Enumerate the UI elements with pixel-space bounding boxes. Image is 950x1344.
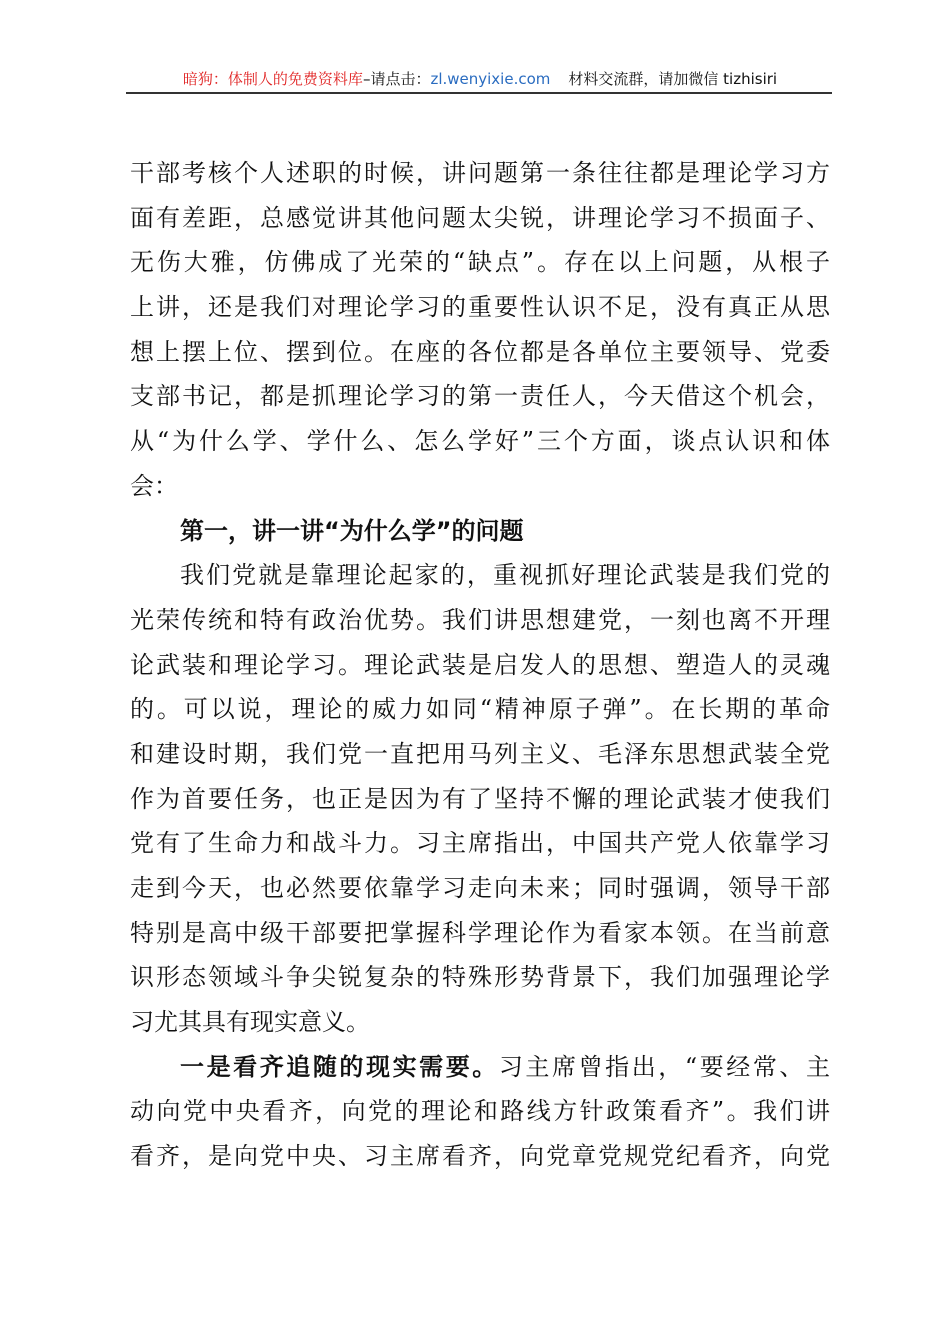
text-line: 我们党就是靠理论起家的，重视抓好理论武装是我们党的 (180, 561, 830, 590)
text-line: 党有了生命力和战斗力。习主席指出，中国共产党人依靠学习 (130, 829, 830, 858)
page-header (128, 68, 832, 89)
text-line: 动向党中央看齐，向党的理论和路线方针政策看齐”。我们讲 (130, 1097, 830, 1126)
text-line: 干部考核个人述职的时候，讲问题第一条往往都是理论学习方 (130, 159, 830, 187)
text-line: 和建设时期，我们党一直把用马列主义、毛泽东思想武装全党 (130, 739, 830, 768)
header-wechat-note: 材料交流群，请加微信 tizhisiri (568, 70, 778, 88)
text-line: 论武装和理论学习。理论武装是启发人的思想、塑造人的灵魂 (130, 650, 830, 679)
text-line: 走到今天，也必然要依靠学习走向未来；同时强调，领导干部 (130, 874, 830, 902)
text-line: 作为首要任务，也正是因为有了坚持不懈的理论武装才使我们 (130, 784, 830, 813)
text-line: 特别是高中级干部要把掌握科学理论作为看家本领。在当前意 (130, 918, 830, 947)
section-heading: 第一，讲一讲“为什么学”的问题 (180, 516, 524, 545)
text-line: 看齐，是向党中央、习主席看齐，向党章党规党纪看齐，向党 (130, 1142, 830, 1171)
text-line: 光荣传统和特有政治优势。我们讲思想建党，一刻也离不开理 (130, 605, 830, 634)
text-line: 上讲，还是我们对理论学习的重要性认识不足，没有真正从思 (130, 293, 830, 322)
text-line: 的。可以说，理论的威力如同“精神原子弹”。在长期的革命 (130, 695, 830, 724)
text-line: 支部书记，都是抓理论学习的第一责任人，今天借这个机会， (130, 382, 830, 411)
header-link[interactable]: zl.wenyixie.com (430, 70, 551, 88)
text-line: 无伤大雅，仿佛成了光荣的“缺点”。存在以上问题，从根子 (130, 248, 830, 277)
text-line: 习尤其具有现实意义。 (130, 1008, 370, 1037)
text-line: 从“为什么学、学什么、怎么学好”三个方面，谈点认识和体 (130, 427, 830, 456)
header-prompt: –请点击： (362, 70, 431, 88)
text-line (130, 1045, 830, 1090)
header-site-name: 暗狗：体制人的免费资料库 (182, 70, 363, 88)
text-line: 识形态领域斗争尖锐复杂的特殊形势背景下，我们加强理论学 (130, 963, 830, 992)
text-run: 习主席曾指出，“要经常、主 (498, 1052, 830, 1081)
document-body (130, 151, 830, 1179)
paragraph-alignment (130, 1045, 830, 1179)
header-divider (126, 92, 832, 94)
paragraph-intro (130, 151, 830, 509)
paragraph-why-learn (130, 553, 830, 1045)
text-line: 想上摆上位、摆到位。在座的各位都是各单位主要领导、党委 (130, 337, 830, 366)
bold-lead: 一是看齐追随的现实需要。 (180, 1052, 499, 1081)
text-line: 面有差距，总感觉讲其他问题太尖锐，讲理论学习不损面子、 (130, 203, 830, 232)
text-line: 会： (130, 471, 178, 500)
